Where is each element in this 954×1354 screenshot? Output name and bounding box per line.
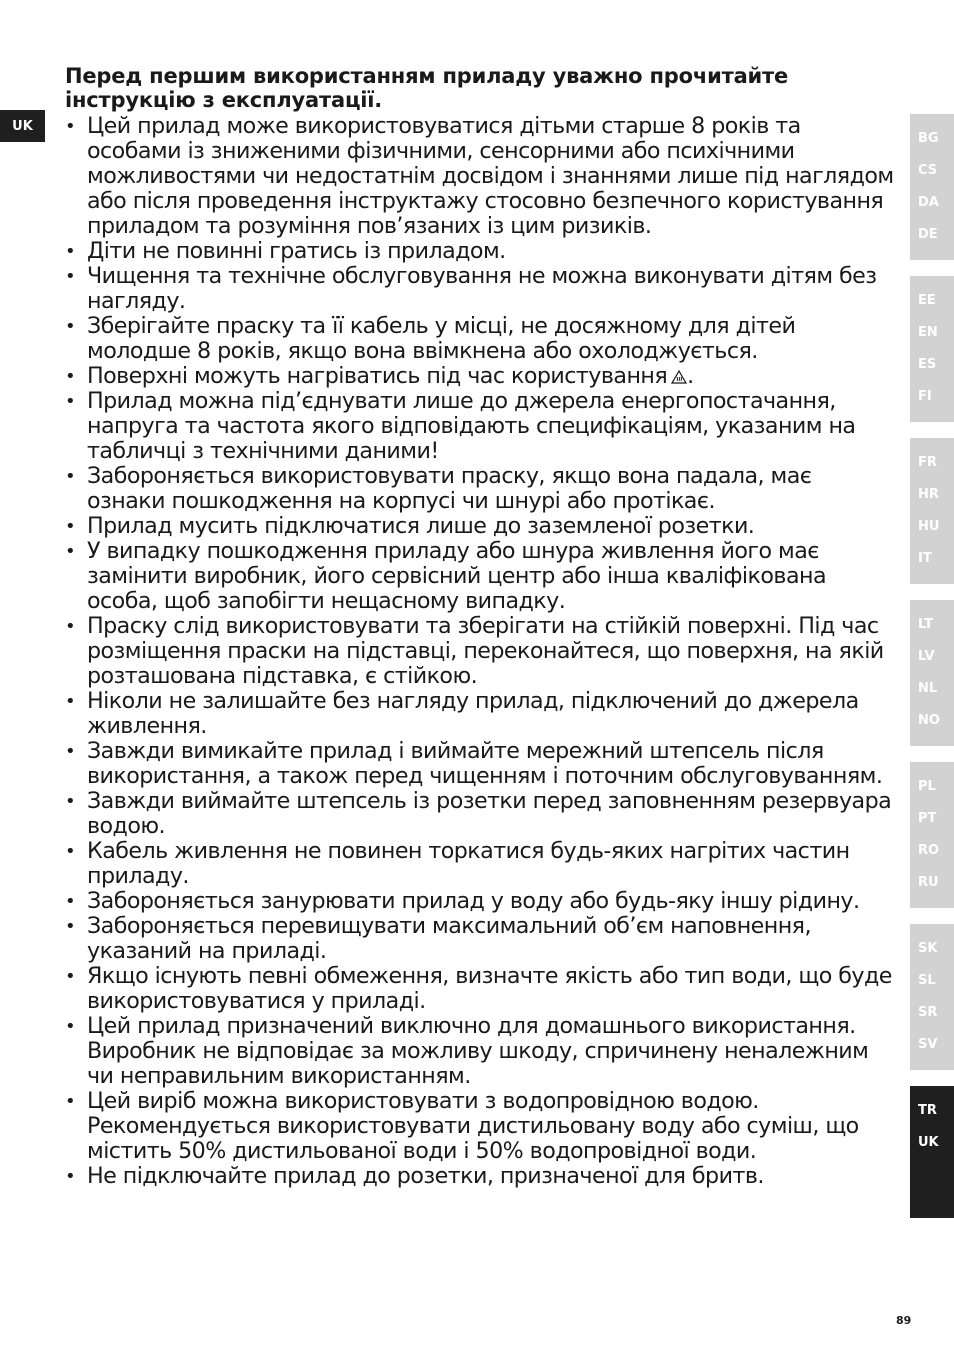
list-item (65, 539, 895, 614)
bullet-marker: • (65, 1016, 76, 1037)
language-group (910, 600, 954, 746)
language-tab-ro[interactable]: RO (918, 843, 940, 858)
list-item (65, 514, 895, 539)
language-group (910, 276, 954, 422)
bullet-marker: • (65, 516, 76, 537)
language-tab-hu[interactable]: HU (918, 519, 940, 534)
bullet-marker: • (65, 366, 76, 387)
list-item-text: Не підключайте прилад до розетки, призначеної для бритв. (87, 1163, 764, 1189)
language-tab-it[interactable]: IT (918, 551, 932, 566)
list-item-text: Якщо існують певні обмеження, визначте якість або тип води, що буде використовуватися у приладі. (87, 963, 892, 1014)
list-item (65, 739, 895, 789)
language-tab-lv[interactable]: LV (918, 649, 935, 664)
list-item-text: У випадку пошкодження приладу або шнура живлення його має замінити виробник, його сервісний центр або інша кваліфікована особа, щоб запобігти нещасному випадку. (87, 538, 826, 614)
language-tab-sr[interactable]: SR (918, 1005, 938, 1020)
language-tab-ru[interactable]: RU (918, 875, 939, 890)
bullet-marker: • (65, 691, 76, 712)
language-tab-sv[interactable]: SV (918, 1037, 938, 1052)
active-group-spacer (910, 1159, 954, 1209)
list-item (65, 239, 895, 264)
list-item (65, 464, 895, 514)
list-item (65, 314, 895, 364)
list-item-text: Завжди вимикайте прилад і виймайте мережний штепсель після використання, а також перед чищенням і поточним обслуговуванням. (87, 738, 883, 789)
language-tab-pl[interactable]: PL (918, 779, 936, 794)
bullet-marker: • (65, 266, 76, 287)
language-group (910, 114, 954, 260)
list-item (65, 264, 895, 314)
list-item-text: Поверхні можуть нагріватись під час користування (87, 363, 668, 389)
language-side-nav (910, 114, 954, 1234)
list-item (65, 1089, 895, 1164)
list-item-text: Чищення та технічне обслуговування не можна виконувати дітям без нагляду. (87, 263, 877, 314)
list-item (65, 614, 895, 689)
language-tab-hr[interactable]: HR (918, 487, 939, 502)
bullet-marker: • (65, 966, 76, 987)
language-group-active (910, 1086, 954, 1218)
language-tab-fr[interactable]: FR (918, 455, 937, 470)
list-item-suffix: . (687, 363, 694, 389)
list-item-text: Прилад можна під’єднувати лише до джерела енергопостачання, напруга та частота якого відповідають специфікаціям, указаним на табличці з технічними даними! (87, 388, 856, 464)
list-item-text: Завжди виймайте штепсель із розетки перед заповненням резервуара водою. (87, 788, 892, 839)
list-item-text: Кабель живлення не повинен торкатися будь-яких нагрітих частин приладу. (87, 838, 850, 889)
list-item (65, 1014, 895, 1089)
list-item (65, 889, 895, 914)
language-tab-uk[interactable]: UK (918, 1135, 939, 1150)
list-item-text: Праску слід використовувати та зберігати на стійкій поверхні. Під час розміщення праски на підставці, переконайтеся, що поверхня, на якій розташована підставка, є стійкою. (87, 613, 884, 689)
list-item-text: Цей прилад може використовуватися дітьми старше 8 років та особами із зниженими фізичними, сенсорними або психічними можливостями чи недостатнім досвідом і знаннями лише під наглядом або після проведення інструктажу стосовно безпечного користування приладом та розуміння пов’язаних із цим ризиків. (87, 113, 894, 239)
hot-surface-warning-icon (671, 365, 687, 379)
language-tab-sl[interactable]: SL (918, 973, 936, 988)
language-tab-da[interactable]: DA (918, 195, 939, 210)
list-item (65, 1164, 895, 1189)
list-item (65, 389, 895, 464)
bullet-marker: • (65, 891, 76, 912)
page-heading: Перед першим використанням приладу уважно прочитайте інструкцію з експлуатації. (65, 64, 789, 112)
bullet-marker: • (65, 541, 76, 562)
list-item-text: Прилад мусить підключатися лише до заземленої розетки. (87, 513, 755, 539)
language-tab-ee[interactable]: EE (918, 293, 936, 308)
language-tab-pt[interactable]: PT (918, 811, 937, 826)
language-tab-nl[interactable]: NL (918, 681, 938, 696)
language-tab-no[interactable]: NO (918, 713, 940, 728)
language-tab-cs[interactable]: CS (918, 163, 938, 178)
list-item (65, 789, 895, 839)
language-tab-bg[interactable]: BG (918, 131, 939, 146)
bullet-marker: • (65, 241, 76, 262)
list-item (65, 964, 895, 1014)
language-group (910, 438, 954, 584)
list-item (65, 839, 895, 889)
bullet-marker: • (65, 791, 76, 812)
list-item-text: Цей виріб можна використовувати з водопровідною водою. Рекомендується використовувати дистильовану воду або суміш, що містить 50% дистильованої води і 50% водопровідної води. (87, 1088, 859, 1164)
bullet-marker: • (65, 316, 76, 337)
list-item (65, 114, 895, 239)
current-language-tab: UK (0, 110, 45, 142)
language-tab-de[interactable]: DE (918, 227, 938, 242)
list-item (65, 914, 895, 964)
list-item-text: Діти не повинні гратись із приладом. (87, 238, 506, 264)
language-tab-lt[interactable]: LT (918, 617, 933, 632)
bullet-marker: • (65, 916, 76, 937)
language-group (910, 924, 954, 1070)
bullet-marker: • (65, 616, 76, 637)
bullet-marker: • (65, 741, 76, 762)
list-item-text: Ніколи не залишайте без нагляду прилад, підключений до джерела живлення. (87, 688, 859, 739)
language-tab-es[interactable]: ES (918, 357, 937, 372)
safety-instructions-list (65, 114, 895, 1189)
bullet-marker: • (65, 841, 76, 862)
list-item-text: Забороняється перевищувати максимальний об’єм наповнення, указаний на приладі. (87, 913, 811, 964)
bullet-marker: • (65, 391, 76, 412)
page-number: 89 (896, 1314, 912, 1327)
bullet-marker: • (65, 116, 76, 137)
bullet-marker: • (65, 1091, 76, 1112)
list-item-text: Забороняється занурювати прилад у воду або будь-яку іншу рідину. (87, 888, 860, 914)
language-tab-en[interactable]: EN (918, 325, 938, 340)
list-item-text: Цей прилад призначений виключно для домашнього використання. Виробник не відповідає за можливу шкоду, спричинену неналежним чи неправильним використанням. (87, 1013, 869, 1089)
language-group (910, 762, 954, 908)
bullet-marker: • (65, 466, 76, 487)
language-tab-tr[interactable]: TR (918, 1103, 937, 1118)
list-item (65, 689, 895, 739)
list-item-text: Зберігайте праску та її кабель у місці, не досяжному для дітей молодше 8 років, якщо вона ввімкнена або охолоджується. (87, 313, 796, 364)
language-tab-sk[interactable]: SK (918, 941, 938, 956)
list-item (65, 364, 895, 389)
bullet-marker: • (65, 1166, 76, 1187)
language-tab-fi[interactable]: FI (918, 389, 932, 404)
list-item-text: Забороняється використовувати праску, якщо вона падала, має ознаки пошкодження на корпусі чи шнурі або протікає. (87, 463, 812, 514)
